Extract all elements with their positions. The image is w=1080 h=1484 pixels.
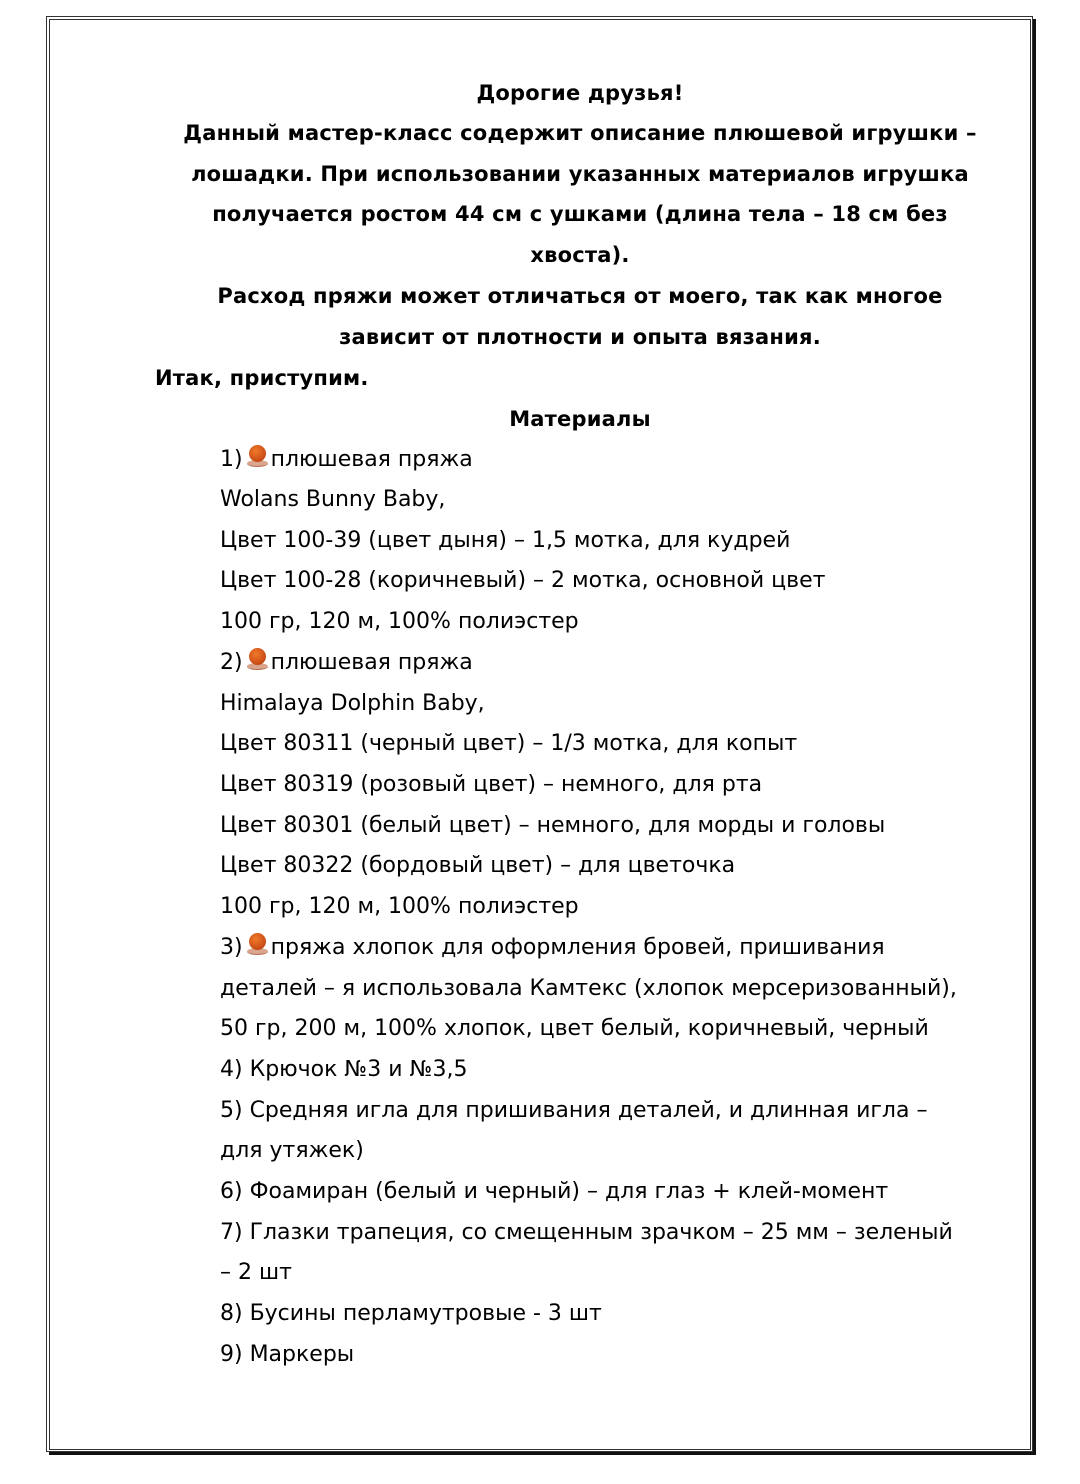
materials-item-4: 4) Крючок №3 и №3,5: [220, 1057, 468, 1082]
materials-line: 100 гр, 120 м, 100% полиэстер: [220, 609, 579, 634]
materials-line: 100 гр, 120 м, 100% полиэстер: [220, 894, 579, 919]
yarn-note-line: зависит от плотности и опыта вязания.: [339, 325, 821, 349]
materials-line: Цвет 100-28 (коричневый) – 2 мотка, основной цвет: [220, 568, 826, 593]
materials-line: деталей – я использовала Камтекс (хлопок мерсеризованный),: [220, 976, 957, 1001]
materials-line: 50 гр, 200 м, 100% хлопок, цвет белый, коричневый, черный: [220, 1016, 929, 1041]
materials-line: для утяжек): [220, 1138, 364, 1163]
materials-item-6: 6) Фоамиран (белый и черный) – для глаз + клей-момент: [220, 1179, 889, 1204]
materials-heading: Материалы: [509, 407, 651, 431]
item-text: плюшевая пряжа: [270, 447, 473, 472]
yarn-ball-icon: [247, 648, 267, 672]
materials-item-2: [220, 643, 473, 683]
lets-start-text: Итак, приступим.: [155, 366, 369, 390]
materials-line: Himalaya Dolphin Baby,: [220, 691, 485, 716]
materials-line: Цвет 80311 (черный цвет) – 1/3 мотка, для копыт: [220, 731, 798, 756]
item-number: 2): [220, 650, 243, 675]
materials-item-8: 8) Бусины перламутровые - 3 шт: [220, 1301, 602, 1326]
yarn-ball-icon: [247, 933, 267, 957]
item-number: 1): [220, 447, 243, 472]
materials-line: Цвет 100-39 (цвет дыня) – 1,5 мотка, для кудрей: [220, 528, 791, 553]
intro-paragraph-line: хвоста).: [530, 243, 630, 267]
materials-line: Цвет 80322 (бордовый цвет) – для цветочка: [220, 853, 736, 878]
item-number: 3): [220, 935, 243, 960]
materials-item-9: 9) Маркеры: [220, 1342, 355, 1367]
materials-item-3: [220, 928, 885, 968]
intro-paragraph-line: получается ростом 44 см с ушками (длина тела – 18 см без: [212, 202, 948, 226]
materials-item-1: [220, 440, 473, 480]
materials-line: – 2 шт: [220, 1260, 292, 1285]
intro-paragraph-line: лошадки. При использовании указанных материалов игрушка: [191, 162, 969, 186]
materials-line: Цвет 80301 (белый цвет) – немного, для морды и головы: [220, 813, 886, 838]
materials-item-5: 5) Средняя игла для пришивания деталей, и длинная игла –: [220, 1098, 928, 1123]
materials-item-7: 7) Глазки трапеция, со смещенным зрачком – 25 мм – зеленый: [220, 1220, 953, 1245]
item-text: плюшевая пряжа: [270, 650, 473, 675]
intro-paragraph-line: Данный мастер-класс содержит описание плюшевой игрушки –: [183, 121, 977, 145]
materials-line: Wolans Bunny Baby,: [220, 487, 446, 512]
materials-line: Цвет 80319 (розовый цвет) – немного, для рта: [220, 772, 763, 797]
yarn-ball-icon: [247, 445, 267, 469]
item-text: пряжа хлопок для оформления бровей, пришивания: [270, 935, 885, 960]
yarn-note-line: Расход пряжи может отличаться от моего, так как многое: [217, 284, 943, 308]
greeting-heading: Дорогие друзья!: [476, 81, 684, 105]
